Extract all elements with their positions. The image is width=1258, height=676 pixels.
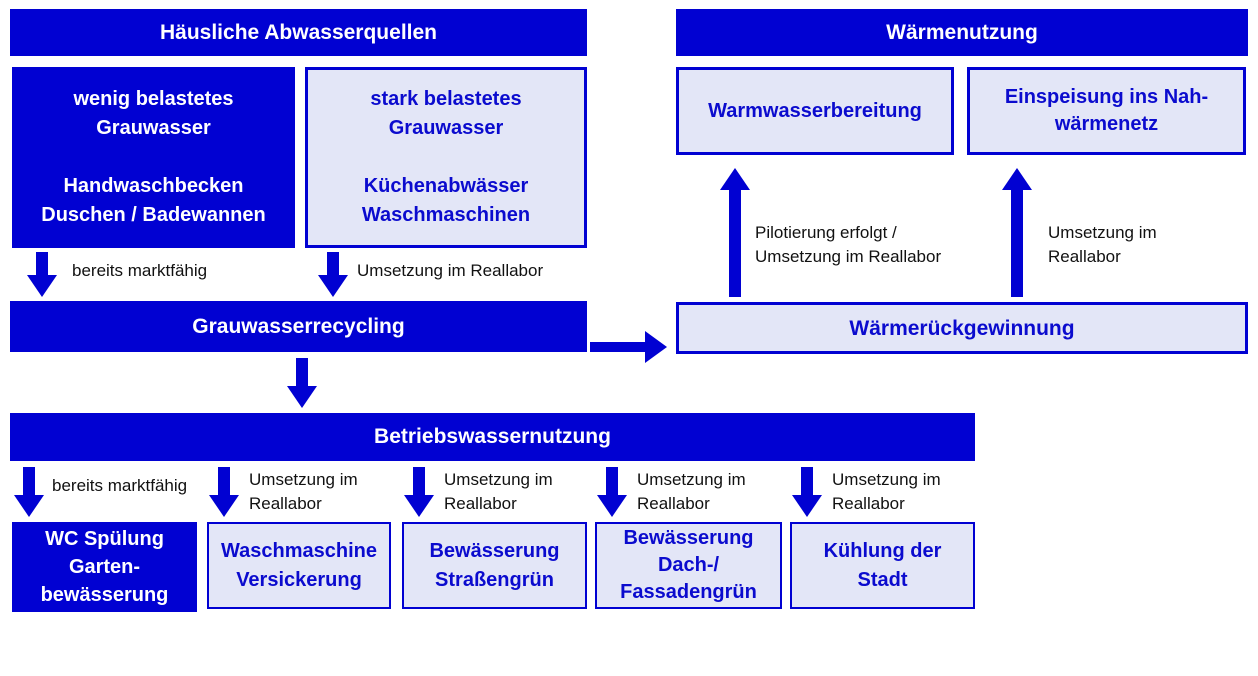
label-market-ready-graywater: bereits marktfähig xyxy=(72,261,208,280)
arrow-down-icon xyxy=(14,467,44,517)
label-reallab-heat-feed-line1: Umsetzung im xyxy=(1048,223,1157,242)
bar-graywater-recycling xyxy=(10,301,587,352)
header-heat-use-label: Wärmenutzung xyxy=(886,20,1038,44)
box-graywater-high-line2: Grauwasser xyxy=(388,117,504,139)
box-graywater-low xyxy=(12,67,295,248)
header-heat-use xyxy=(676,9,1248,56)
arrow-up-icon xyxy=(720,168,750,297)
label-pilot-reallab-line2: Umsetzung im Reallabor xyxy=(755,247,942,266)
box-district-heat-feed-line2: wärmenetz xyxy=(1054,113,1159,135)
header-household-sources-label: Häusliche Abwasserquellen xyxy=(160,20,437,44)
box-heat-recovery xyxy=(676,302,1248,354)
label-pilot-reallab-line1: Pilotierung erfolgt / xyxy=(755,223,897,242)
label-reallab-graywater: Umsetzung im Reallabor xyxy=(357,261,544,280)
box-use-wc-garden: WC Spülung Garten- bewässerung xyxy=(12,522,197,612)
box-district-heat-feed-line1: Einspeisung ins Nah- xyxy=(1004,86,1209,108)
box-warm-water-preparation-label: Warmwasserbereitung xyxy=(708,99,922,122)
arrow-down-icon xyxy=(597,467,627,517)
box-warm-water-preparation xyxy=(676,67,954,155)
box-graywater-high-line1: stark belastetes xyxy=(370,88,522,110)
box-use-street-green: Bewässerung Straßengrün xyxy=(402,522,587,609)
header-household-sources xyxy=(10,9,587,56)
label-reallab-heat-feed xyxy=(1048,221,1157,269)
box-heat-recovery-label: Wärmerückgewinnung xyxy=(849,316,1075,340)
box-graywater-low-line2: Grauwasser xyxy=(96,117,211,139)
box-use-washing-machine: Waschmaschine Versickerung xyxy=(207,522,391,609)
arrow-down-icon xyxy=(318,252,348,297)
arrow-down-icon xyxy=(287,358,317,408)
box-graywater-low-line4: Duschen / Badewannen xyxy=(41,204,266,226)
box-graywater-low-line1: wenig belastetes xyxy=(73,88,234,110)
label-market-ready-wc: bereits marktfähig xyxy=(52,476,188,495)
arrow-down-icon xyxy=(792,467,822,517)
bar-graywater-recycling-label: Grauwasserrecycling xyxy=(192,314,405,338)
box-district-heat-feed xyxy=(967,67,1246,155)
arrow-down-icon xyxy=(404,467,434,517)
arrow-down-icon xyxy=(209,467,239,517)
label-reallab-street-green: Umsetzung im Reallabor xyxy=(444,470,553,513)
label-reallab-washing: Umsetzung im Reallabor xyxy=(249,470,358,513)
box-graywater-low-line3: Handwaschbecken xyxy=(63,175,244,197)
box-graywater-high-line3: Küchenabwässer xyxy=(363,175,529,197)
label-reallab-heat-feed-line2: Reallabor xyxy=(1048,247,1121,266)
label-pilot-reallab xyxy=(755,221,941,269)
box-use-city-cooling: Kühlung der Stadt xyxy=(790,522,975,609)
label-reallab-roof-green: Umsetzung im Reallabor xyxy=(637,470,746,513)
box-graywater-high-line4: Waschmaschinen xyxy=(361,204,531,226)
arrow-right-icon xyxy=(590,331,667,363)
arrow-up-icon xyxy=(1002,168,1032,297)
label-reallab-cooling: Umsetzung im Reallabor xyxy=(832,470,941,513)
box-graywater-high xyxy=(305,67,587,248)
arrow-down-icon xyxy=(27,252,57,297)
bar-service-water-use xyxy=(10,413,975,461)
box-use-roof-facade-green: Bewässerung Dach-/ Fassadengrün xyxy=(595,522,782,609)
bar-service-water-use-label: Betriebswassernutzung xyxy=(374,425,611,448)
